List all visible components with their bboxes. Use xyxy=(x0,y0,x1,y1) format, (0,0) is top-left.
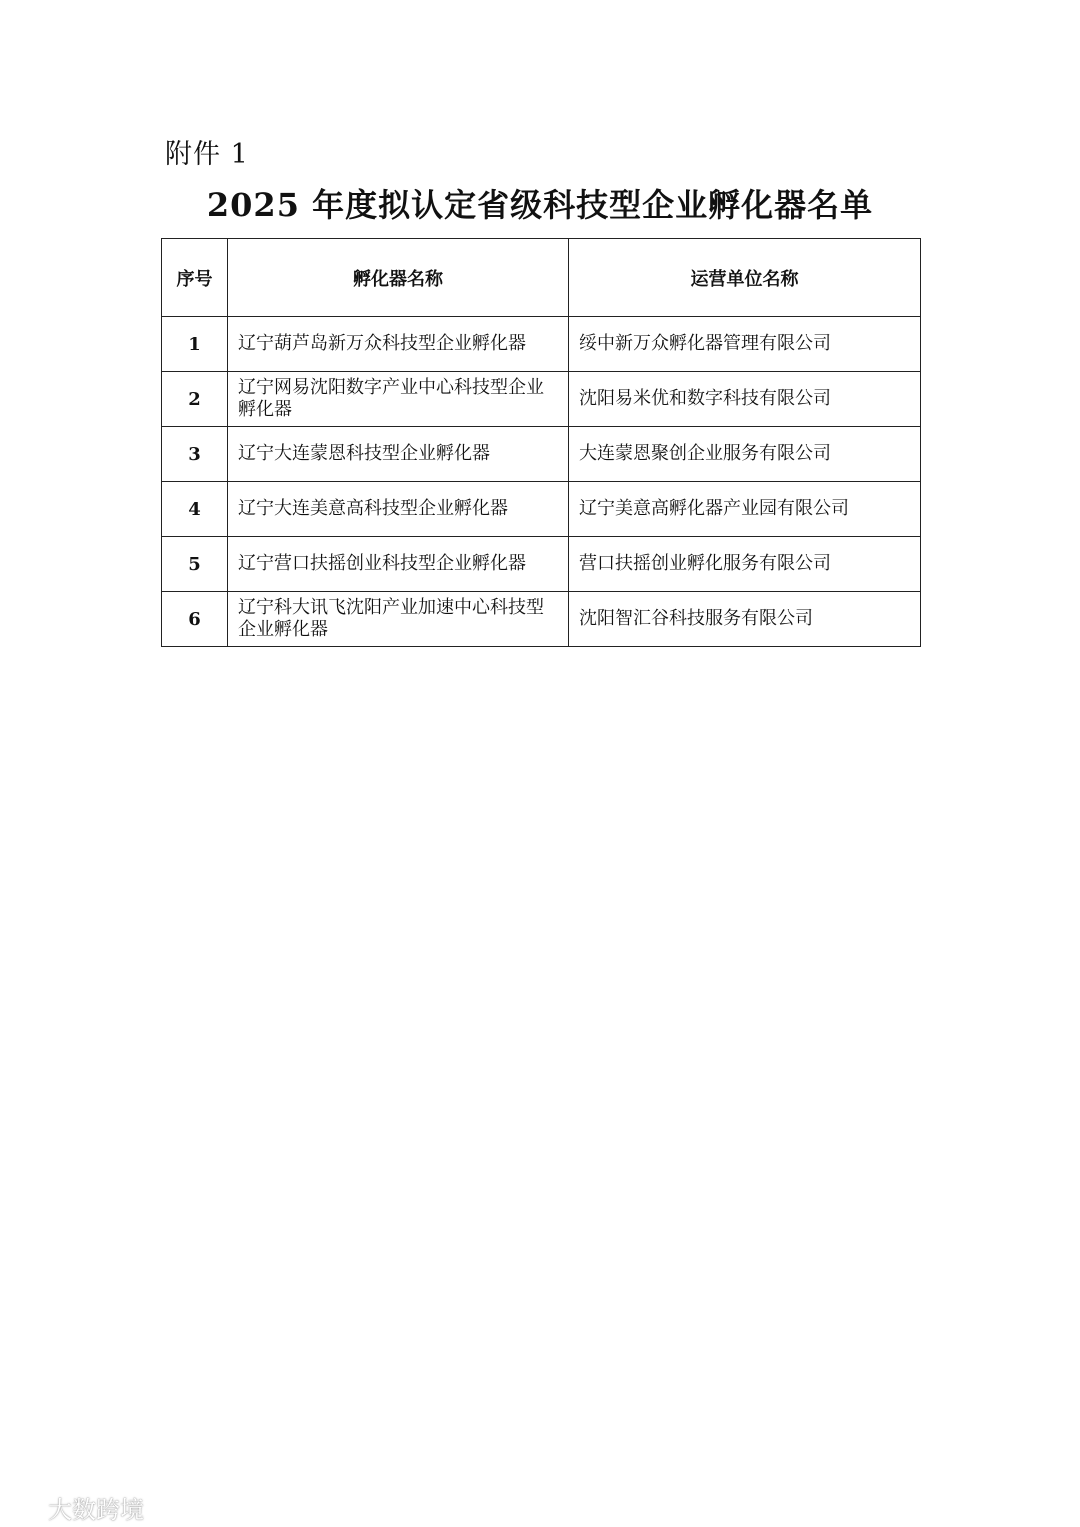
table-row xyxy=(162,482,921,537)
table-row xyxy=(162,427,921,482)
row-number: 6 xyxy=(162,592,228,647)
operator-name: 辽宁美意高孵化器产业园有限公司 xyxy=(569,482,921,537)
operator-name: 沈阳智汇谷科技服务有限公司 xyxy=(569,592,921,647)
table-row xyxy=(162,317,921,372)
document-title: 2025 年度拟认定省级科技型企业孵化器名单 xyxy=(206,186,874,224)
row-number: 2 xyxy=(162,372,228,427)
table-row xyxy=(162,372,921,427)
incubator-name: 辽宁网易沈阳数字产业中心科技型企业孵化器 xyxy=(228,372,569,427)
header-incubator-name: 孵化器名称 xyxy=(228,239,569,317)
operator-name: 沈阳易米优和数字科技有限公司 xyxy=(569,372,921,427)
table-row xyxy=(162,537,921,592)
table-row xyxy=(162,592,921,647)
header-serial-number: 序号 xyxy=(162,239,228,317)
operator-name: 绥中新万众孵化器管理有限公司 xyxy=(569,317,921,372)
operator-name: 营口扶摇创业孵化服务有限公司 xyxy=(569,537,921,592)
logo-icon xyxy=(10,1496,44,1524)
row-number: 1 xyxy=(162,317,228,372)
watermark-text: 大数跨境 xyxy=(48,1496,144,1524)
row-number: 5 xyxy=(162,537,228,592)
incubator-list-table xyxy=(161,238,921,647)
row-number: 3 xyxy=(162,427,228,482)
incubator-name: 辽宁大连蒙恩科技型企业孵化器 xyxy=(228,427,569,482)
watermark xyxy=(10,1490,144,1525)
table-header-row xyxy=(162,239,921,317)
attachment-label: 附件 1 xyxy=(165,139,249,170)
row-number: 4 xyxy=(162,482,228,537)
incubator-name: 辽宁营口扶摇创业科技型企业孵化器 xyxy=(228,537,569,592)
incubator-name: 辽宁大连美意高科技型企业孵化器 xyxy=(228,482,569,537)
incubator-name: 辽宁葫芦岛新万众科技型企业孵化器 xyxy=(228,317,569,372)
operator-name: 大连蒙恩聚创企业服务有限公司 xyxy=(569,427,921,482)
header-operator-name: 运营单位名称 xyxy=(569,239,921,317)
incubator-name: 辽宁科大讯飞沈阳产业加速中心科技型企业孵化器 xyxy=(228,592,569,647)
